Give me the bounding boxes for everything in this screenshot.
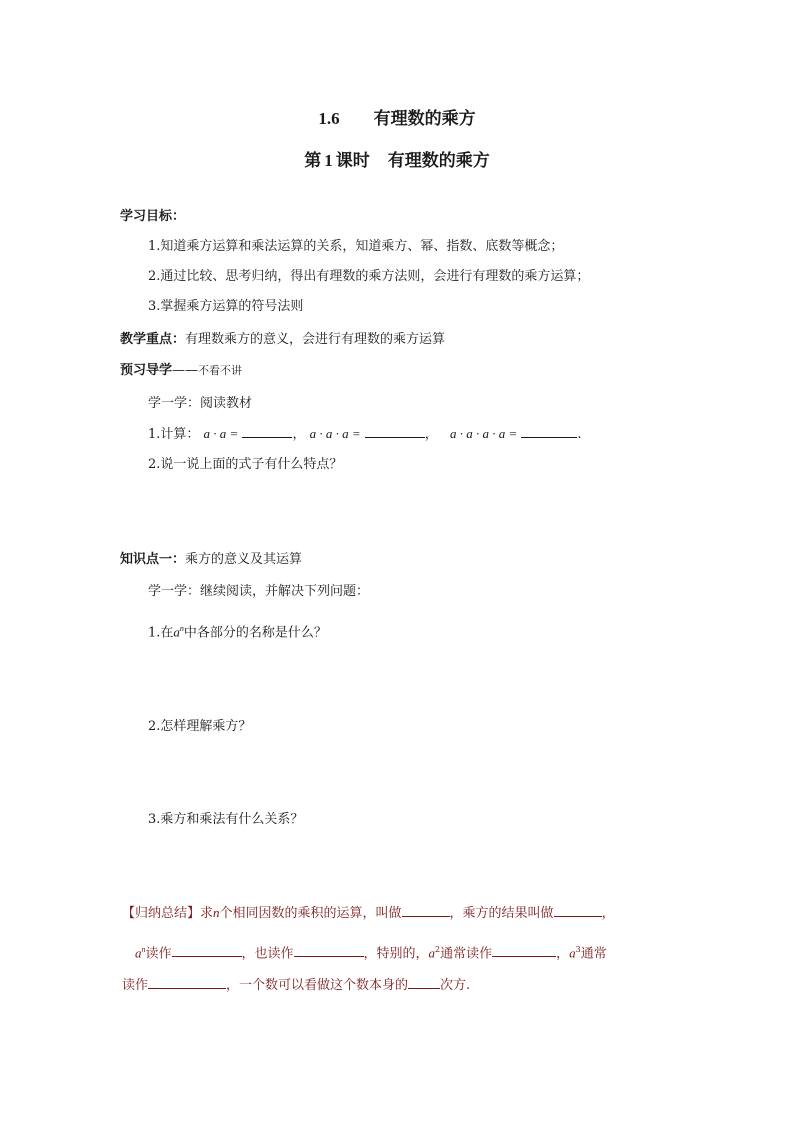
focus-text: 有理数乘方的意义，会进行有理数的乘方运算 [185,332,446,347]
summary-text-3b: ，一个数可以看做这个数本身的 [226,978,409,993]
summary-blank-7[interactable] [408,976,440,989]
summary-text-1d: ， [601,906,615,921]
section-title: 有理数的乘方 [373,109,476,129]
summary-text-3c: 次方. [440,978,471,993]
section-number: 1.6 [318,109,340,128]
summary-text-2b: ，也读作 [241,946,294,962]
summary-bracket: 【归纳总结】 [122,906,201,921]
objective-item-1: 1.知道乘方运算和乘法运算的关系，知道乘方、幂、指数、底数等概念； [148,239,564,254]
summary-blank-6[interactable] [148,976,226,989]
knowledge-label: 知识点一： [120,552,186,567]
summary-text-1a: 求 [200,906,214,921]
knowledge-question-3: 3.乘方和乘法有什么关系？ [148,812,304,827]
summary-var-a-2: a [428,945,436,961]
preview-note: 不看不讲 [198,364,243,377]
calc-line: 1.计算： a · a = ， a · a · a = ， a · a · a · a = . [148,426,582,442]
summary-text-2c: ，特别的， [363,946,429,962]
subtitle-prefix: 第 [304,151,322,171]
objective-item-3: 3.掌握乘方运算的符号法则 [148,299,304,314]
answer-blank-1[interactable] [242,425,292,438]
summary-exp-2: 2 [435,945,441,954]
objective-item-2: 2.通过比较、思考归纳，得出有理数的乘方法则，会进行有理数的乘方运算； [148,269,590,284]
q1-suffix: 中各部分的名称是什么？ [183,625,327,641]
summary-blank-5[interactable] [492,944,556,957]
summary-blank-3[interactable] [172,944,242,957]
knowledge-learn: 学一学：继续阅读，并解决下列问题： [148,584,370,599]
lesson-subtitle [0,146,794,171]
knowledge-text: 乘方的意义及其运算 [185,552,303,567]
summary-line-2 [135,941,607,963]
summary-exp-n: n [141,945,146,954]
summary-var-a-3: a [569,945,576,961]
subtitle-number: 1 [324,151,333,170]
summary-text-2a: 读作 [145,946,172,962]
knowledge-question-1 [148,620,327,642]
summary-line-3 [122,976,470,995]
expr-1: a · a = [203,426,239,441]
objectives-label: 学习目标： [120,209,186,224]
preview-learn: 学一学：阅读教材 [148,396,253,411]
page-title [0,104,794,129]
preview-line [120,362,242,380]
summary-text-2f: 通常 [580,946,607,962]
summary-text-3a: 读作 [122,978,149,993]
expr-3: a · a · a · a = [449,426,518,441]
summary-exp-3: 3 [575,945,581,954]
summary-blank-1[interactable] [402,904,450,917]
answer-blank-3[interactable] [521,425,577,438]
preview-label: 预习导学 [120,363,173,378]
q1-prefix: 1.在 [148,625,174,641]
summary-text-1b: 个相同因数的乘积的运算，叫做 [219,906,402,921]
subtitle-text: 有理数的乘方 [387,151,490,171]
summary-text-2d: 通常读作 [440,946,493,962]
answer-blank-2[interactable] [365,425,425,438]
summary-text-1c: ，乘方的结果叫做 [449,906,554,921]
preview-question-2: 2.说一说上面的式子有什么特点？ [148,457,343,472]
expr-2: a · a · a = [309,426,361,441]
summary-var-n: n [213,905,220,920]
knowledge-question-2: 2.怎样理解乘方？ [148,719,252,734]
knowledge-line [120,551,302,569]
q1-base: a [173,624,180,640]
focus-line [120,331,445,349]
preview-dash: —— [172,363,199,378]
summary-var-a-1: a [135,945,142,961]
summary-blank-2[interactable] [554,904,602,917]
q1-exponent: n [179,624,184,633]
calc-label: 1.计算： [148,427,200,442]
focus-label: 教学重点： [120,332,186,347]
summary-blank-4[interactable] [294,944,364,957]
summary-line-1 [122,904,615,923]
subtitle-rest: 课时 [335,151,370,171]
summary-text-2e: ， [556,946,570,962]
